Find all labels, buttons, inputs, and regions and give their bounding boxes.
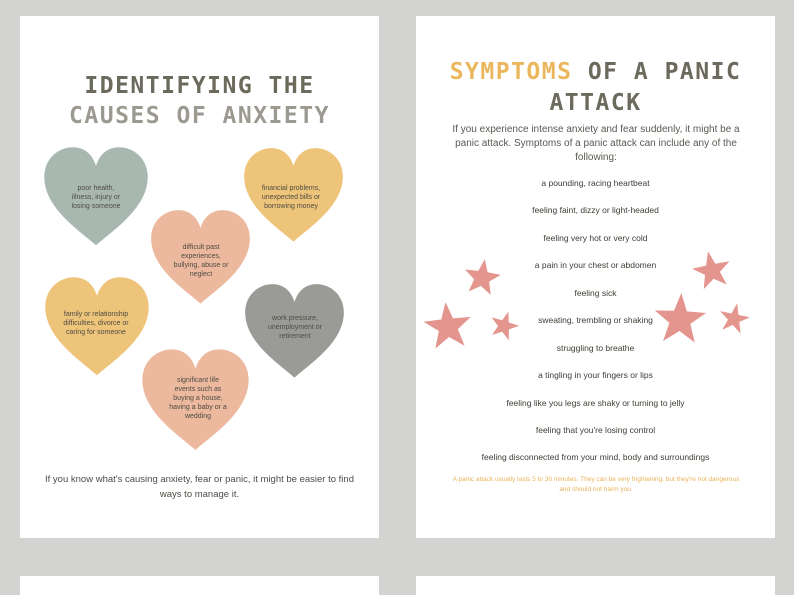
symptom-item: feeling like you legs are shaky or turning to jelly bbox=[506, 398, 685, 408]
heart-label-work-pressure: work pressure, unemployment or retirement bbox=[267, 315, 323, 340]
symptom-item: a pounding, racing heartbeat bbox=[541, 178, 650, 188]
heart-label-financial: financial problems, unexpected bills or borrowing money bbox=[261, 185, 321, 210]
symptoms-panic-attack-page bbox=[416, 16, 775, 538]
symptom-item: feeling faint, dizzy or light-headed bbox=[532, 205, 659, 215]
page-title-line2: CAUSES OF ANXIETY bbox=[69, 103, 330, 129]
symptom-item: a tingling in your fingers or lips bbox=[538, 370, 653, 380]
heart-label-life-events: significant life events such as buying a house, having a baby or a wedding bbox=[169, 377, 227, 420]
heart-label-poor-health: poor health, illness, injury or losing someone bbox=[71, 185, 121, 210]
causes-of-anxiety-page bbox=[20, 16, 379, 538]
title-highlight-word: SYMPTOMS bbox=[449, 59, 573, 85]
title-rest: OF A PANIC bbox=[587, 59, 742, 85]
intro-text: If you experience intense anxiety and fear suddenly, it might be a panic attack. Symptoms of a panic attack can include any of the following: bbox=[452, 124, 740, 163]
symptom-item: sweating, trembling or shaking bbox=[538, 315, 653, 325]
page-title-line2: ATTACK bbox=[549, 90, 642, 116]
next-page-left bbox=[20, 576, 379, 595]
symptom-item: feeling that you're losing control bbox=[535, 425, 656, 435]
page-title-line1: IDENTIFYING THE bbox=[84, 73, 315, 99]
panic-duration-note: A panic attack usually lasts 5 to 30 minutes. They can be very frightening, but they're not dangerous and should not harm you. bbox=[452, 476, 740, 493]
page1-footer: If you know what's causing anxiety, fear or panic, it might be easier to find ways to manage it. bbox=[45, 474, 354, 500]
heart-label-past-experiences: difficult past experiences, bullying, abuse or neglect bbox=[173, 244, 229, 278]
next-page-right bbox=[416, 576, 775, 595]
symptom-item: struggling to breathe bbox=[556, 343, 635, 353]
symptom-item: feeling disconnected from your mind, body and surroundings bbox=[481, 452, 710, 462]
heart-label-family: family or relationship difficulties, divorce or caring for someone bbox=[63, 311, 129, 336]
symptom-item: feeling sick bbox=[574, 288, 617, 298]
symptom-item: a pain in your chest or abdomen bbox=[534, 260, 657, 270]
symptom-item: feeling very hot or very cold bbox=[543, 233, 648, 243]
